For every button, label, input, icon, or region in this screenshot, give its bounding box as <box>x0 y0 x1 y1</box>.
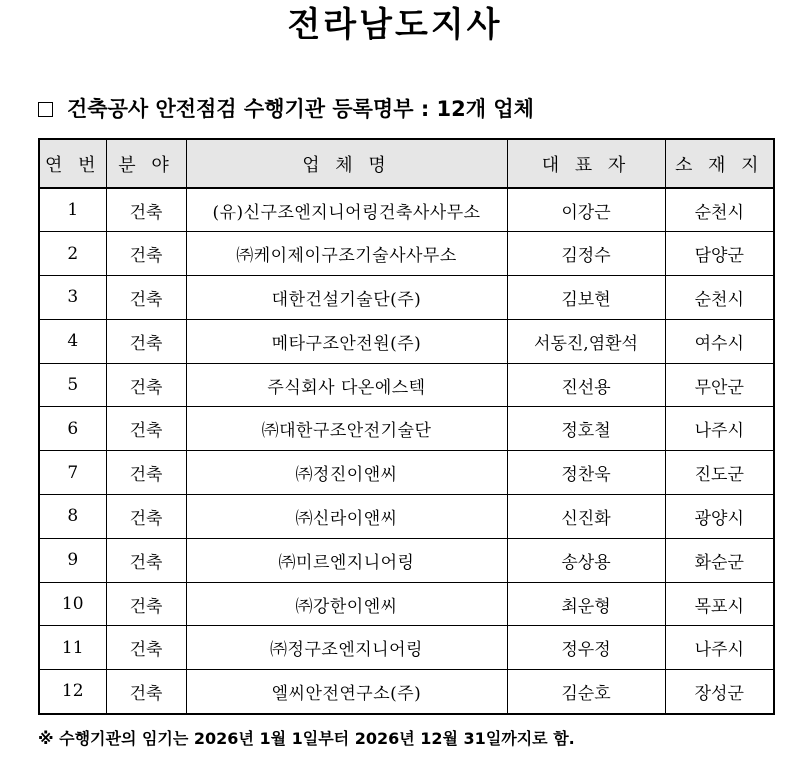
cell-representative: 김보현 <box>507 276 665 320</box>
cell-location: 나주시 <box>665 407 774 451</box>
header-serial: 연 번 <box>39 139 106 188</box>
cell-company: 주식회사 다온에스텍 <box>186 363 507 407</box>
cell-location: 무안군 <box>665 363 774 407</box>
section-heading <box>38 92 534 126</box>
cell-location: 목포시 <box>665 582 774 626</box>
cell-representative: 최운형 <box>507 582 665 626</box>
cell-field: 건축 <box>106 495 186 539</box>
cell-representative: 정찬욱 <box>507 451 665 495</box>
cell-location: 진도군 <box>665 451 774 495</box>
table-row <box>39 451 774 495</box>
cell-serial: 10 <box>39 582 106 626</box>
cell-representative: 김순호 <box>507 670 665 714</box>
table-row <box>39 582 774 626</box>
cell-field: 건축 <box>106 232 186 276</box>
table-row <box>39 232 774 276</box>
cell-serial: 5 <box>39 363 106 407</box>
cell-serial: 7 <box>39 451 106 495</box>
cell-representative: 이강근 <box>507 188 665 232</box>
cell-serial: 1 <box>39 188 106 232</box>
header-representative: 대 표 자 <box>507 139 665 188</box>
cell-representative: 진선용 <box>507 363 665 407</box>
table-row <box>39 538 774 582</box>
cell-location: 여수시 <box>665 319 774 363</box>
table-row <box>39 363 774 407</box>
checkbox-square-icon <box>38 102 53 117</box>
table-header-row <box>39 139 774 188</box>
page-title: 전라남도지사 <box>287 5 503 45</box>
cell-representative: 정우정 <box>507 626 665 670</box>
cell-location: 광양시 <box>665 495 774 539</box>
table-row <box>39 495 774 539</box>
cell-serial: 6 <box>39 407 106 451</box>
cell-serial: 9 <box>39 538 106 582</box>
cell-company: (유)신구조엔지니어링건축사사무소 <box>186 188 507 232</box>
cell-field: 건축 <box>106 188 186 232</box>
cell-field: 건축 <box>106 363 186 407</box>
cell-company: 대한건설기술단(주) <box>186 276 507 320</box>
cell-serial: 11 <box>39 626 106 670</box>
cell-company: 엘씨안전연구소(주) <box>186 670 507 714</box>
cell-serial: 2 <box>39 232 106 276</box>
cell-serial: 12 <box>39 670 106 714</box>
cell-field: 건축 <box>106 626 186 670</box>
cell-serial: 8 <box>39 495 106 539</box>
table-row <box>39 626 774 670</box>
section-heading-text: 건축공사 안전점검 수행기관 등록명부 : 12개 업체 <box>67 97 534 121</box>
cell-field: 건축 <box>106 276 186 320</box>
cell-field: 건축 <box>106 582 186 626</box>
cell-field: 건축 <box>106 319 186 363</box>
cell-location: 순천시 <box>665 188 774 232</box>
cell-representative: 김정수 <box>507 232 665 276</box>
cell-company: ㈜미르엔지니어링 <box>186 538 507 582</box>
cell-company: ㈜정진이앤씨 <box>186 451 507 495</box>
table-row <box>39 319 774 363</box>
cell-location: 화순군 <box>665 538 774 582</box>
cell-company: 메타구조안전원(주) <box>186 319 507 363</box>
header-field: 분 야 <box>106 139 186 188</box>
cell-serial: 3 <box>39 276 106 320</box>
header-location: 소 재 지 <box>665 139 774 188</box>
cell-location: 담양군 <box>665 232 774 276</box>
table-row <box>39 407 774 451</box>
cell-representative: 송상용 <box>507 538 665 582</box>
cell-representative: 신진화 <box>507 495 665 539</box>
table-row <box>39 276 774 320</box>
cell-representative: 서동진,염환석 <box>507 319 665 363</box>
cell-location: 나주시 <box>665 626 774 670</box>
cell-company: ㈜신라이앤씨 <box>186 495 507 539</box>
cell-field: 건축 <box>106 407 186 451</box>
header-company: 업 체 명 <box>186 139 507 188</box>
cell-company: ㈜정구조엔지니어링 <box>186 626 507 670</box>
cell-field: 건축 <box>106 670 186 714</box>
registry-table <box>38 138 775 715</box>
cell-field: 건축 <box>106 538 186 582</box>
table-body <box>39 188 774 714</box>
cell-location: 장성군 <box>665 670 774 714</box>
cell-serial: 4 <box>39 319 106 363</box>
cell-company: ㈜케이제이구조기술사사무소 <box>186 232 507 276</box>
table-row <box>39 670 774 714</box>
cell-company: ㈜강한이엔씨 <box>186 582 507 626</box>
table-row <box>39 188 774 232</box>
cell-field: 건축 <box>106 451 186 495</box>
cell-company: ㈜대한구조안전기술단 <box>186 407 507 451</box>
footnote: ※ 수행기관의 임기는 2026년 1월 1일부터 2026년 12월 31일까지로 함. <box>38 729 575 748</box>
cell-location: 순천시 <box>665 276 774 320</box>
cell-representative: 정호철 <box>507 407 665 451</box>
